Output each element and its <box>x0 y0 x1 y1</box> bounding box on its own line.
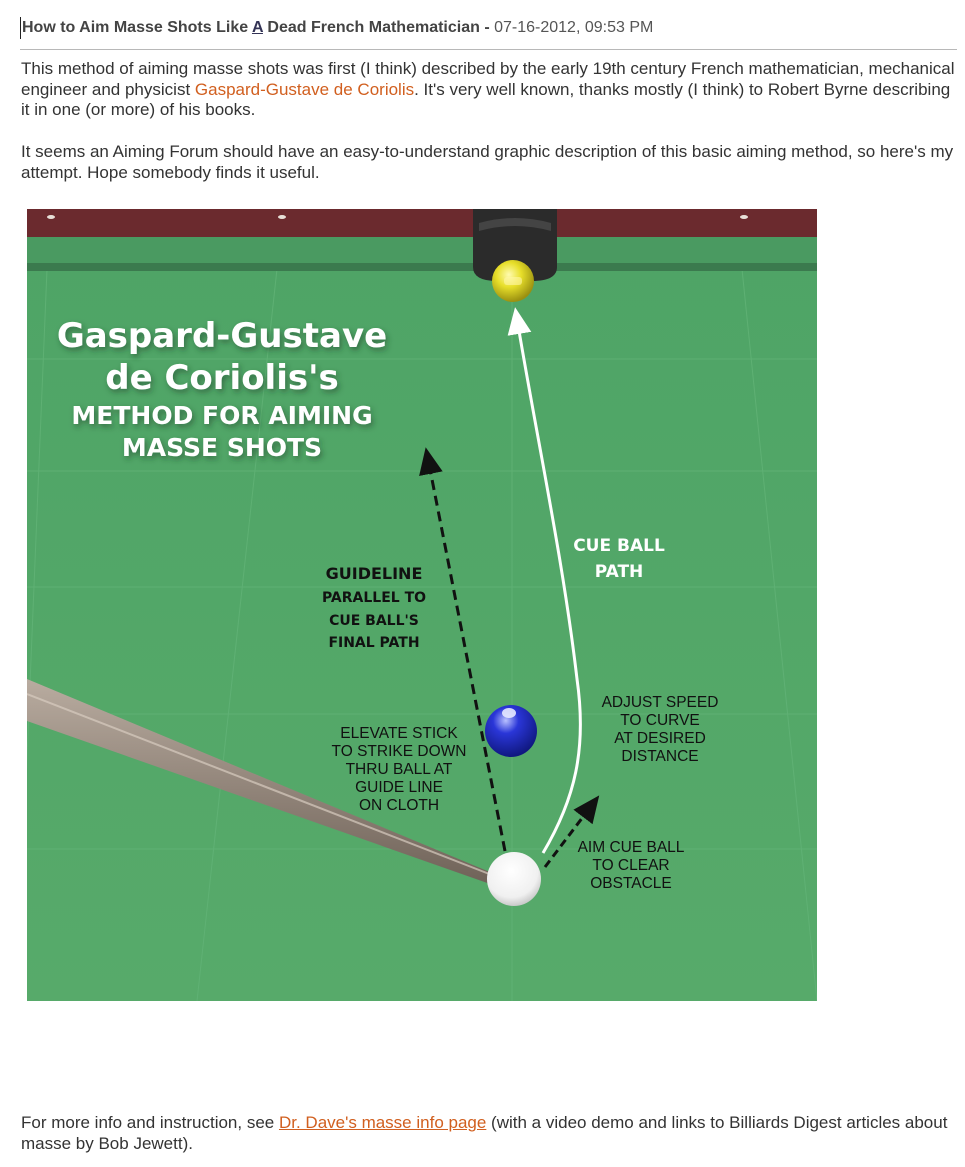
aim-label-line3: OBSTACLE <box>590 875 672 892</box>
aim-cue-ball-label <box>578 839 685 892</box>
aim-label-line1: AIM CUE BALL <box>577 839 685 856</box>
post-title-part1: How to Aim Masse Shots Like <box>22 19 252 36</box>
post-title-underlined: A <box>251 19 263 36</box>
post-title-separator: - <box>479 19 495 36</box>
masse-diagram-image <box>27 209 817 1001</box>
footer-text-before: For more info and instruction, see <box>21 1113 279 1132</box>
cue-path-label-line1: CUE BALL <box>573 536 665 556</box>
coriolis-link[interactable]: Gaspard-Gustave de Coriolis <box>194 79 415 99</box>
second-paragraph: It seems an Aiming Forum should have an easy-to-understand graphic description of this basic aiming method, so here's my attempt. Hope somebody finds it useful. <box>21 142 954 182</box>
guideline-label-line2: PARALLEL TO <box>321 590 427 606</box>
header-divider <box>20 49 957 50</box>
aim-label-line2: TO CLEAR <box>592 857 670 874</box>
elevate-label-line5: ON CLOTH <box>358 797 440 814</box>
elevate-label-line4: GUIDE LINE <box>355 779 443 796</box>
guideline-label-line4: FINAL PATH <box>328 635 420 651</box>
guideline-label-line1: GUIDELINE <box>325 564 423 583</box>
post-title <box>22 19 494 36</box>
intro-paragraph <box>21 59 956 121</box>
post-date: 07-16-2012, 09:53 PM <box>494 19 654 36</box>
adjust-label-line2: TO CURVE <box>620 712 700 729</box>
dr-dave-masse-link[interactable]: Dr. Dave's masse info page <box>278 1113 487 1132</box>
elevate-label-line1: ELEVATE STICK <box>340 725 458 742</box>
cue-ball <box>487 852 541 906</box>
diagram-title-line1: Gaspard-Gustave <box>56 316 388 356</box>
cushion-edge <box>27 263 817 271</box>
adjust-label-line4: DISTANCE <box>621 748 699 765</box>
diagram-title-line3: METHOD FOR AIMING <box>71 401 373 430</box>
intro-text-before: This method of aiming masse shots was first (I think) described by the early 19th century French mathematician, mechanical engineer and physicist <box>21 59 955 99</box>
diagram-title-line4: MASSE SHOTS <box>121 433 323 462</box>
post-title-part2: Dead French Mathematician <box>262 19 480 36</box>
cue-path-label-line2: PATH <box>594 562 644 582</box>
rail-cushion <box>27 237 817 263</box>
footer-text-after: (with a video demo and links to Billiards Digest articles about masse by Bob Jewett). <box>21 1113 948 1153</box>
adjust-label-line1: ADJUST SPEED <box>601 694 719 711</box>
footer-paragraph <box>21 1113 956 1154</box>
guideline-label-line3: CUE BALL'S <box>329 613 419 629</box>
elevate-label-line3: THRU BALL AT <box>345 761 453 778</box>
intro-text-after: . It's very well known, thanks mostly (I think) to Robert Byrne describing it in one (or more) of his books. <box>21 79 951 119</box>
diagram-title-line2: de Coriolis's <box>105 358 339 398</box>
adjust-label-line3: AT DESIRED <box>614 730 706 747</box>
table-rail <box>27 209 817 237</box>
elevate-label-line2: TO STRIKE DOWN <box>331 743 467 760</box>
post-header <box>20 17 958 39</box>
